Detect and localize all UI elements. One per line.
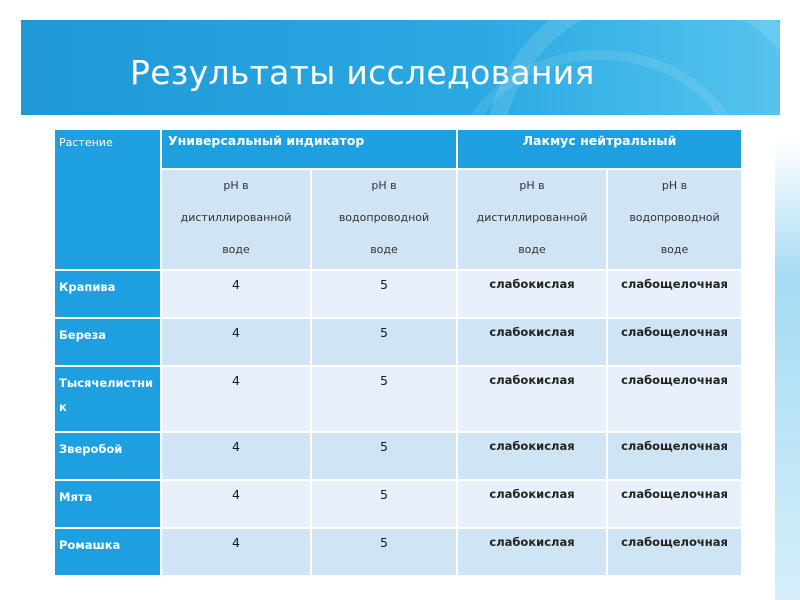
subheader-line: дистиллированной: [180, 211, 292, 224]
value-cell: слабокислая: [457, 480, 607, 528]
plant-name: Тысячелистник: [54, 366, 161, 432]
table-row: [54, 480, 742, 528]
subheader-tap: [311, 169, 457, 270]
value-cell: 5: [311, 432, 457, 480]
results-table: [53, 128, 743, 577]
table-row: [54, 366, 742, 432]
table-row: [54, 318, 742, 366]
subheader-distilled: [161, 169, 311, 270]
subheader-distilled: [457, 169, 607, 270]
value-cell: 5: [311, 270, 457, 318]
subheader-line: водопроводной: [629, 211, 720, 224]
value-cell: 5: [311, 480, 457, 528]
table-header-row: [54, 129, 742, 169]
subheader-line: рН в: [223, 179, 249, 192]
value-cell: слабощелочная: [607, 366, 742, 432]
header-plant: Растение: [54, 129, 161, 270]
slide-title: Результаты исследования: [130, 53, 595, 92]
plant-name: Зверобой: [54, 432, 161, 480]
value-cell: слабощелочная: [607, 270, 742, 318]
subheader-line: воде: [518, 243, 546, 256]
value-cell: 5: [311, 318, 457, 366]
value-cell: 4: [161, 366, 311, 432]
value-cell: слабощелочная: [607, 432, 742, 480]
table-row: [54, 528, 742, 576]
plant-name: Береза: [54, 318, 161, 366]
plant-name: Крапива: [54, 270, 161, 318]
subheader-line: дистиллированной: [476, 211, 588, 224]
header-litmus: Лакмус нейтральный: [457, 129, 742, 169]
value-cell: слабокислая: [457, 432, 607, 480]
subheader-line: рН в: [519, 179, 545, 192]
plant-name: Мята: [54, 480, 161, 528]
value-cell: слабокислая: [457, 366, 607, 432]
subheader-line: рН в: [371, 179, 397, 192]
side-decoration: [775, 140, 800, 600]
value-cell: слабокислая: [457, 528, 607, 576]
value-cell: слабощелочная: [607, 480, 742, 528]
value-cell: слабокислая: [457, 318, 607, 366]
subheader-line: воде: [370, 243, 398, 256]
table-row: [54, 270, 742, 318]
subheader-line: воде: [222, 243, 250, 256]
subheader-tap: [607, 169, 742, 270]
value-cell: слабощелочная: [607, 528, 742, 576]
value-cell: слабощелочная: [607, 318, 742, 366]
subheader-line: водопроводной: [338, 211, 430, 224]
value-cell: 5: [311, 528, 457, 576]
value-cell: 4: [161, 318, 311, 366]
subheader-line: рН в: [661, 179, 688, 192]
value-cell: 4: [161, 432, 311, 480]
value-cell: 4: [161, 480, 311, 528]
header-universal-indicator: Универсальный индикатор: [161, 129, 457, 169]
value-cell: 4: [161, 528, 311, 576]
value-cell: слабокислая: [457, 270, 607, 318]
plant-name: Ромашка: [54, 528, 161, 576]
value-cell: 5: [311, 366, 457, 432]
value-cell: 4: [161, 270, 311, 318]
subheader-line: воде: [660, 243, 689, 256]
table-row: [54, 432, 742, 480]
